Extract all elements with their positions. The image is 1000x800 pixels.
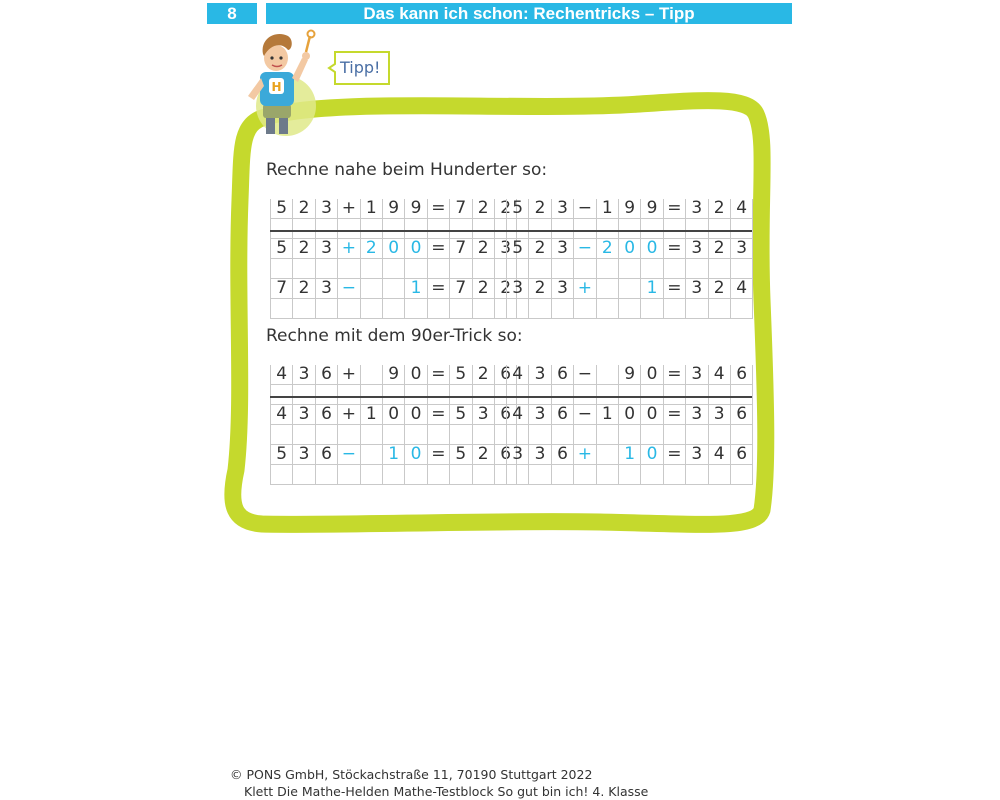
table-cell: 2 <box>361 239 383 259</box>
table-cell-spacer <box>383 425 405 445</box>
table-cell-spacer <box>361 299 383 319</box>
table-cell-spacer <box>709 465 731 485</box>
table-cell: 4 <box>731 279 753 299</box>
table-cell: 3 <box>316 239 338 259</box>
table-cell: 6 <box>316 405 338 425</box>
hero-character-icon <box>236 28 322 140</box>
table-cell-spacer <box>641 465 663 485</box>
table-cell-spacer <box>552 299 574 319</box>
table-cell-spacer <box>574 465 596 485</box>
table-cell-spacer <box>597 259 619 279</box>
table-cell: 3 <box>552 199 574 219</box>
table-cell: 3 <box>529 365 551 385</box>
table-cell: 2 <box>473 279 495 299</box>
table-cell-spacer <box>619 465 641 485</box>
table-cell: 7 <box>450 279 472 299</box>
table-cell-spacer <box>338 465 360 485</box>
table-divider <box>270 396 516 398</box>
book-title-line: Klett Die Mathe-Helden Mathe-Testblock So gut bin ich! 4. Klasse <box>244 784 649 799</box>
table-cell: 5 <box>271 445 293 465</box>
table-cell-spacer <box>450 299 472 319</box>
table-cell-spacer <box>361 219 383 239</box>
table-cell: 9 <box>619 199 641 219</box>
table-cell-spacer <box>293 259 315 279</box>
calculation-table <box>506 199 753 319</box>
table-cell: 2 <box>473 199 495 219</box>
table-cell: 5 <box>450 405 472 425</box>
table-cell: 6 <box>316 365 338 385</box>
table-cell: 3 <box>686 239 708 259</box>
table-cell: = <box>664 445 686 465</box>
table-cell <box>361 365 383 385</box>
table-cell-spacer <box>641 259 663 279</box>
table-cell-spacer <box>507 219 529 239</box>
table-cell: = <box>428 445 450 465</box>
table-cell-spacer <box>597 219 619 239</box>
table-cell: 2 <box>293 279 315 299</box>
table-cell <box>597 365 619 385</box>
calculation-table <box>270 365 517 485</box>
table-cell: + <box>338 405 360 425</box>
table-cell: 2 <box>709 279 731 299</box>
table-cell: 6 <box>731 445 753 465</box>
table-cell: = <box>664 365 686 385</box>
table-divider <box>506 230 752 232</box>
table-cell-spacer <box>664 219 686 239</box>
calculation-table <box>270 199 517 319</box>
table-cell: 9 <box>641 199 663 219</box>
table-cell: 6 <box>495 365 517 385</box>
table-cell-spacer <box>450 219 472 239</box>
table-cell: 3 <box>293 405 315 425</box>
table-cell-spacer <box>686 425 708 445</box>
table-cell-spacer <box>316 425 338 445</box>
table-cell: 2 <box>293 239 315 259</box>
section-title-90er-trick: Rechne mit dem 90er-Trick so: <box>266 326 523 346</box>
table-cell-spacer <box>552 219 574 239</box>
table-cell: 5 <box>271 239 293 259</box>
table-cell-spacer <box>641 299 663 319</box>
table-cell: 2 <box>529 279 551 299</box>
table-cell: 3 <box>686 445 708 465</box>
table-cell: 4 <box>709 445 731 465</box>
table-cell: 0 <box>405 445 427 465</box>
table-cell-spacer <box>597 299 619 319</box>
table-cell: 6 <box>731 405 753 425</box>
table-cell-spacer <box>574 259 596 279</box>
table-cell-spacer <box>552 385 574 405</box>
table-cell: 6 <box>495 445 517 465</box>
table-cell-spacer <box>709 299 731 319</box>
table-cell: − <box>574 199 596 219</box>
table-cell-spacer <box>686 465 708 485</box>
table-cell-spacer <box>271 425 293 445</box>
table-cell: 0 <box>383 239 405 259</box>
table-cell: 0 <box>405 365 427 385</box>
table-cell-spacer <box>428 219 450 239</box>
table-cell: = <box>664 239 686 259</box>
table-cell-spacer <box>574 385 596 405</box>
table-cell-spacer <box>552 425 574 445</box>
table-cell: 1 <box>597 199 619 219</box>
svg-text:H: H <box>271 80 282 94</box>
table-cell-spacer <box>731 219 753 239</box>
table-cell: 7 <box>450 239 472 259</box>
table-cell-spacer <box>383 259 405 279</box>
table-cell-spacer <box>473 219 495 239</box>
table-cell: + <box>574 279 596 299</box>
table-cell: 2 <box>293 199 315 219</box>
table-cell <box>361 445 383 465</box>
table-cell <box>383 279 405 299</box>
table-cell: − <box>338 445 360 465</box>
table-cell-spacer <box>686 385 708 405</box>
table-cell: = <box>428 365 450 385</box>
table-cell: 4 <box>709 365 731 385</box>
table-cell: 0 <box>641 445 663 465</box>
table-cell-spacer <box>709 425 731 445</box>
table-cell: = <box>428 199 450 219</box>
table-cell-spacer <box>293 385 315 405</box>
table-cell: 4 <box>507 365 529 385</box>
table-cell-spacer <box>731 299 753 319</box>
table-cell: + <box>338 365 360 385</box>
table-cell-spacer <box>552 465 574 485</box>
table-cell-spacer <box>552 259 574 279</box>
table-cell: 2 <box>529 199 551 219</box>
table-cell-spacer <box>731 385 753 405</box>
table-cell: 3 <box>316 279 338 299</box>
table-cell-spacer <box>664 465 686 485</box>
table-cell-spacer <box>664 259 686 279</box>
table-cell-spacer <box>405 299 427 319</box>
table-cell: 2 <box>495 279 517 299</box>
table-cell: 3 <box>529 445 551 465</box>
table-cell-spacer <box>450 425 472 445</box>
table-cell: 0 <box>641 239 663 259</box>
table-cell-spacer <box>316 299 338 319</box>
table-cell: 4 <box>271 365 293 385</box>
table-cell-spacer <box>383 465 405 485</box>
table-cell: 3 <box>473 405 495 425</box>
table-cell-spacer <box>383 385 405 405</box>
table-cell: 0 <box>619 405 641 425</box>
table-cell-spacer <box>293 465 315 485</box>
table-cell: 3 <box>293 445 315 465</box>
table-cell: 0 <box>619 239 641 259</box>
table-cell: 0 <box>383 405 405 425</box>
table-cell: + <box>574 445 596 465</box>
table-cell-spacer <box>293 219 315 239</box>
table-cell: 7 <box>450 199 472 219</box>
table-cell-spacer <box>338 425 360 445</box>
table-cell-spacer <box>709 259 731 279</box>
table-cell: − <box>574 365 596 385</box>
table-cell: 3 <box>686 199 708 219</box>
table-cell-spacer <box>597 385 619 405</box>
table-cell-spacer <box>405 465 427 485</box>
table-cell: 4 <box>271 405 293 425</box>
table-cell-spacer <box>271 299 293 319</box>
table-cell: 2 <box>709 239 731 259</box>
table-cell: = <box>664 405 686 425</box>
table-cell: 2 <box>473 239 495 259</box>
table-cell-spacer <box>529 299 551 319</box>
table-cell-spacer <box>361 385 383 405</box>
table-cell: 1 <box>405 279 427 299</box>
table-cell: 1 <box>361 405 383 425</box>
table-cell: 5 <box>507 239 529 259</box>
table-cell-spacer <box>338 259 360 279</box>
table-cell-spacer <box>383 219 405 239</box>
table-cell: 6 <box>552 405 574 425</box>
table-cell-spacer <box>664 299 686 319</box>
table-cell: 3 <box>507 279 529 299</box>
table-cell: 3 <box>529 405 551 425</box>
table-cell-spacer <box>450 259 472 279</box>
table-cell-spacer <box>316 385 338 405</box>
table-cell: = <box>428 239 450 259</box>
table-cell: 3 <box>552 239 574 259</box>
table-cell: 0 <box>641 405 663 425</box>
table-cell: 2 <box>597 239 619 259</box>
table-cell: 9 <box>619 365 641 385</box>
table-cell-spacer <box>361 465 383 485</box>
table-cell-spacer <box>709 385 731 405</box>
table-cell-spacer <box>316 259 338 279</box>
table-cell: 1 <box>619 445 641 465</box>
table-cell-spacer <box>293 425 315 445</box>
table-cell-spacer <box>316 465 338 485</box>
table-cell <box>619 279 641 299</box>
table-cell: 5 <box>507 199 529 219</box>
table-cell: = <box>428 279 450 299</box>
table-cell-spacer <box>405 259 427 279</box>
table-cell-spacer <box>316 219 338 239</box>
table-cell-spacer <box>507 259 529 279</box>
table-cell-spacer <box>686 299 708 319</box>
page-number: 8 <box>207 3 257 24</box>
table-cell-spacer <box>597 465 619 485</box>
table-cell: 6 <box>731 365 753 385</box>
table-cell: = <box>664 199 686 219</box>
table-cell-spacer <box>731 425 753 445</box>
table-cell-spacer <box>271 385 293 405</box>
table-cell-spacer <box>641 425 663 445</box>
table-cell-spacer <box>574 299 596 319</box>
table-cell: 3 <box>686 279 708 299</box>
table-cell: 2 <box>473 445 495 465</box>
table-cell-spacer <box>473 259 495 279</box>
table-cell: 0 <box>405 239 427 259</box>
table-cell: 1 <box>597 405 619 425</box>
table-cell-spacer <box>405 425 427 445</box>
table-cell: = <box>664 279 686 299</box>
table-cell-spacer <box>529 425 551 445</box>
table-cell-spacer <box>731 259 753 279</box>
table-cell-spacer <box>664 385 686 405</box>
table-cell: 1 <box>383 445 405 465</box>
table-cell: − <box>574 405 596 425</box>
page-title: Das kann ich schon: Rechentricks – Tipp <box>266 3 792 24</box>
table-cell: 3 <box>507 445 529 465</box>
table-cell-spacer <box>507 299 529 319</box>
table-cell: 9 <box>383 199 405 219</box>
table-cell: 3 <box>686 405 708 425</box>
table-cell: 2 <box>473 365 495 385</box>
table-cell: 3 <box>731 239 753 259</box>
table-cell-spacer <box>529 219 551 239</box>
table-cell-spacer <box>619 299 641 319</box>
table-cell: 5 <box>450 365 472 385</box>
table-cell: 6 <box>495 405 517 425</box>
calculation-table <box>506 365 753 485</box>
table-cell: 0 <box>405 405 427 425</box>
table-cell-spacer <box>619 219 641 239</box>
table-cell: 0 <box>641 365 663 385</box>
table-cell-spacer <box>405 385 427 405</box>
table-cell: 5 <box>271 199 293 219</box>
table-cell: = <box>428 405 450 425</box>
table-cell-spacer <box>428 299 450 319</box>
table-cell-spacer <box>641 385 663 405</box>
table-cell-spacer <box>709 219 731 239</box>
table-cell-spacer <box>597 425 619 445</box>
table-cell: 6 <box>552 365 574 385</box>
table-cell-spacer <box>529 465 551 485</box>
table-cell-spacer <box>450 385 472 405</box>
table-cell: 3 <box>495 239 517 259</box>
table-cell-spacer <box>731 465 753 485</box>
table-cell-spacer <box>686 219 708 239</box>
table-divider <box>270 230 516 232</box>
table-cell: 6 <box>316 445 338 465</box>
table-cell-spacer <box>428 259 450 279</box>
table-cell: − <box>574 239 596 259</box>
table-cell-spacer <box>473 385 495 405</box>
table-cell-spacer <box>428 465 450 485</box>
table-cell: 3 <box>293 365 315 385</box>
table-cell <box>597 279 619 299</box>
table-cell: 3 <box>316 199 338 219</box>
table-cell-spacer <box>507 465 529 485</box>
table-cell-spacer <box>450 465 472 485</box>
table-cell-spacer <box>361 425 383 445</box>
table-cell: 9 <box>405 199 427 219</box>
table-cell-spacer <box>271 465 293 485</box>
table-cell-spacer <box>664 425 686 445</box>
tipp-label: Tipp! <box>340 58 381 77</box>
table-cell-spacer <box>473 425 495 445</box>
table-cell <box>361 279 383 299</box>
table-cell: + <box>338 239 360 259</box>
table-cell-spacer <box>507 385 529 405</box>
table-cell-spacer <box>473 299 495 319</box>
table-cell-spacer <box>271 259 293 279</box>
table-cell: 2 <box>709 199 731 219</box>
table-cell-spacer <box>686 259 708 279</box>
table-cell-spacer <box>574 219 596 239</box>
table-cell-spacer <box>619 259 641 279</box>
table-cell: 4 <box>507 405 529 425</box>
table-cell-spacer <box>619 425 641 445</box>
table-cell-spacer <box>405 219 427 239</box>
table-cell-spacer <box>641 219 663 239</box>
table-cell: 3 <box>552 279 574 299</box>
copyright-line: © PONS GmbH, Stöckachstraße 11, 70190 Stuttgart 2022 <box>230 767 593 782</box>
table-cell: 7 <box>271 279 293 299</box>
table-cell: 1 <box>641 279 663 299</box>
table-cell: 4 <box>731 199 753 219</box>
table-cell-spacer <box>574 425 596 445</box>
table-cell-spacer <box>529 259 551 279</box>
table-divider <box>506 396 752 398</box>
table-cell <box>597 445 619 465</box>
table-cell-spacer <box>619 385 641 405</box>
table-cell-spacer <box>338 385 360 405</box>
table-cell-spacer <box>293 299 315 319</box>
table-cell: 3 <box>709 405 731 425</box>
table-cell-spacer <box>529 385 551 405</box>
table-cell: 6 <box>552 445 574 465</box>
table-cell-spacer <box>428 385 450 405</box>
section-title-hunderter: Rechne nahe beim Hunderter so: <box>266 160 548 180</box>
table-cell-spacer <box>473 465 495 485</box>
table-cell: 5 <box>450 445 472 465</box>
table-cell-spacer <box>428 425 450 445</box>
table-cell: + <box>338 199 360 219</box>
table-cell-spacer <box>338 219 360 239</box>
table-cell: 1 <box>361 199 383 219</box>
table-cell-spacer <box>383 299 405 319</box>
table-cell-spacer <box>271 219 293 239</box>
table-cell-spacer <box>507 425 529 445</box>
table-cell: 2 <box>529 239 551 259</box>
table-cell: 2 <box>495 199 517 219</box>
table-cell-spacer <box>361 259 383 279</box>
table-cell-spacer <box>338 299 360 319</box>
table-cell: − <box>338 279 360 299</box>
table-cell: 9 <box>383 365 405 385</box>
table-cell: 3 <box>686 365 708 385</box>
